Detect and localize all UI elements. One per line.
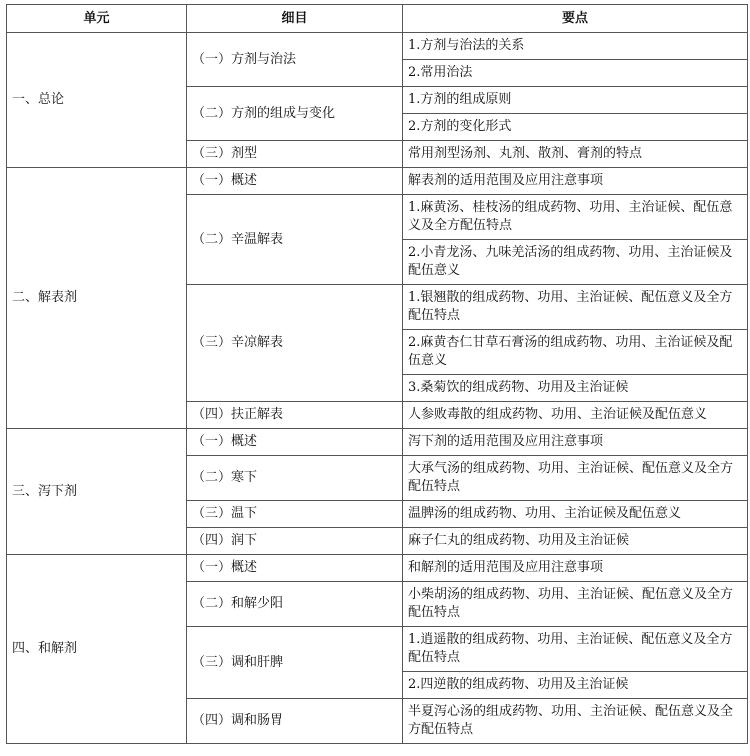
unit-cell: 四、和解剂 <box>7 555 187 744</box>
unit-cell: 三、泻下剂 <box>7 429 187 555</box>
point-cell: 麻子仁丸的组成药物、功用及主治证候 <box>403 528 748 555</box>
detail-cell: （三）温下 <box>187 501 403 528</box>
detail-cell: （一）方剂与治法 <box>187 33 403 87</box>
table-body <box>7 33 748 744</box>
detail-cell: （二）和解少阳 <box>187 582 403 627</box>
point-cell: 1.银翘散的组成药物、功用、主治证候、配伍意义及全方配伍特点 <box>403 285 748 330</box>
detail-cell: （四）润下 <box>187 528 403 555</box>
table-row <box>7 429 748 456</box>
unit-cell: 二、解表剂 <box>7 168 187 429</box>
table-row <box>7 168 748 195</box>
detail-cell: （一）概述 <box>187 555 403 582</box>
table-row <box>7 555 748 582</box>
point-cell: 2.常用治法 <box>403 60 748 87</box>
detail-cell: （三）剂型 <box>187 141 403 168</box>
point-cell: 1.逍遥散的组成药物、功用、主治证候、配伍意义及全方配伍特点 <box>403 627 748 672</box>
detail-cell: （三）调和肝脾 <box>187 627 403 699</box>
detail-cell: （三）辛凉解表 <box>187 285 403 402</box>
point-cell: 2.小青龙汤、九味羌活汤的组成药物、功用、主治证候及配伍意义 <box>403 240 748 285</box>
point-cell: 大承气汤的组成药物、功用、主治证候、配伍意义及全方配伍特点 <box>403 456 748 501</box>
point-cell: 泻下剂的适用范围及应用注意事项 <box>403 429 748 456</box>
point-cell: 1.方剂的组成原则 <box>403 87 748 114</box>
header-detail: 细目 <box>187 5 403 33</box>
header-row <box>7 5 748 33</box>
table-row <box>7 33 748 60</box>
detail-cell: （二）寒下 <box>187 456 403 501</box>
header-points: 要点 <box>403 5 748 33</box>
point-cell: 2.方剂的变化形式 <box>403 114 748 141</box>
header-unit: 单元 <box>7 5 187 33</box>
point-cell: 和解剂的适用范围及应用注意事项 <box>403 555 748 582</box>
detail-cell: （一）概述 <box>187 429 403 456</box>
unit-cell: 一、总论 <box>7 33 187 168</box>
point-cell: 1.方剂与治法的关系 <box>403 33 748 60</box>
point-cell: 常用剂型汤剂、丸剂、散剂、膏剂的特点 <box>403 141 748 168</box>
detail-cell: （二）方剂的组成与变化 <box>187 87 403 141</box>
point-cell: 人参败毒散的组成药物、功用、主治证候及配伍意义 <box>403 402 748 429</box>
detail-cell: （四）调和肠胃 <box>187 699 403 744</box>
point-cell: 3.桑菊饮的组成药物、功用及主治证候 <box>403 375 748 402</box>
syllabus-table <box>6 4 748 744</box>
detail-cell: （二）辛温解表 <box>187 195 403 285</box>
point-cell: 解表剂的适用范围及应用注意事项 <box>403 168 748 195</box>
detail-cell: （四）扶正解表 <box>187 402 403 429</box>
point-cell: 半夏泻心汤的组成药物、功用、主治证候、配伍意义及全方配伍特点 <box>403 699 748 744</box>
point-cell: 温脾汤的组成药物、功用、主治证候及配伍意义 <box>403 501 748 528</box>
point-cell: 2.四逆散的组成药物、功用及主治证候 <box>403 672 748 699</box>
point-cell: 2.麻黄杏仁甘草石膏汤的组成药物、功用、主治证候及配伍意义 <box>403 330 748 375</box>
point-cell: 1.麻黄汤、桂枝汤的组成药物、功用、主治证候、配伍意义及全方配伍特点 <box>403 195 748 240</box>
detail-cell: （一）概述 <box>187 168 403 195</box>
point-cell: 小柴胡汤的组成药物、功用、主治证候、配伍意义及全方配伍特点 <box>403 582 748 627</box>
